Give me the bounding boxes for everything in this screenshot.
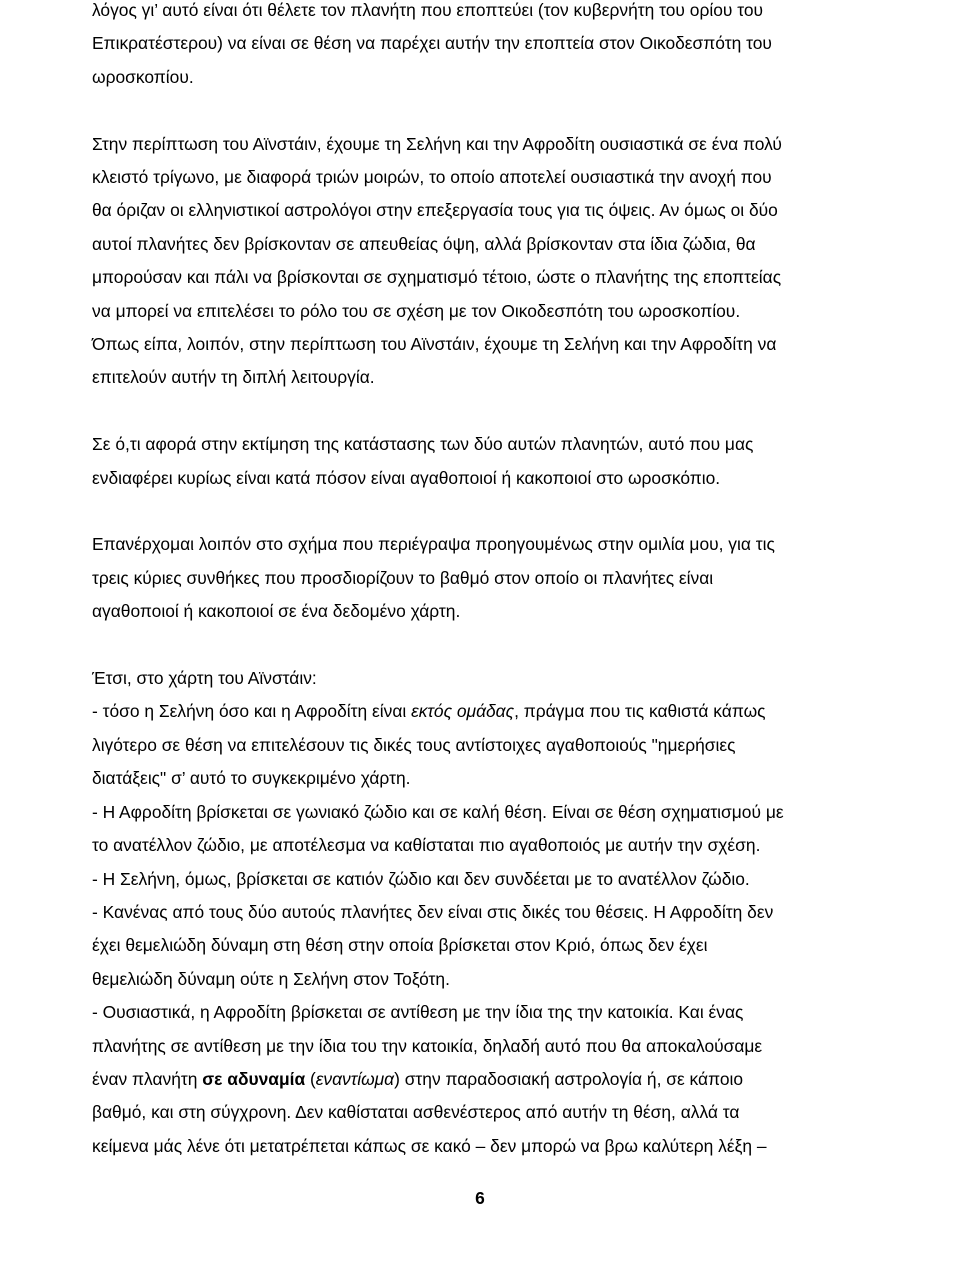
paragraph-gap	[92, 395, 882, 428]
text-line: - Η Αφροδίτη βρίσκεται σε γωνιακό ζώδιο και σε καλή θέση. Είναι σε θέση σχηματισμού με	[92, 801, 784, 822]
text-line: ωροσκοπίου.	[92, 66, 194, 87]
text-line: Στην περίπτωση του Αϊνστάιν, έχουμε τη Σελήνη και την Αφροδίτη ουσιαστικά σε ένα πολύ	[92, 133, 782, 154]
paragraph-5	[92, 662, 882, 1163]
italic-text: εκτός	[411, 701, 457, 722]
text-line: - Κανένας από τους δύο αυτούς πλανήτες δεν είναι στις δικές του θέσεις. Η Αφροδίτη δεν	[92, 901, 774, 922]
text-line: έχει θεμελιώδη δύναμη στη θέση στην οποία βρίσκεται στον Κριό, όπως δεν έχει	[92, 935, 708, 956]
paragraph-gap	[92, 629, 882, 662]
paragraph-3	[92, 428, 882, 495]
text-run: (	[305, 1068, 316, 1089]
bold-text: σε αδυναμία	[202, 1068, 306, 1089]
text-line: κείμενα μάς λένε ότι μετατρέπεται κάπως σε κακό – δεν μπορώ να βρω καλύτερη λέξη –	[92, 1135, 767, 1156]
text-run: - τόσο η Σελήνη όσο και η Αφροδίτη είναι	[92, 701, 412, 722]
text-line: μπορούσαν και πάλι να βρίσκονται σε σχηματισμό τέτοιο, ώστε ο πλανήτης της εποπτείας	[92, 267, 782, 288]
text-run: ) στην παραδοσιακή αστρολογία ή, σε κάποιο	[394, 1068, 744, 1089]
text-line	[92, 695, 882, 728]
text-line: - Η Σελήνη, όμως, βρίσκεται σε κατιόν ζώδιο και δεν συνδέεται με το ανατέλλον ζώδιο.	[92, 868, 750, 889]
text-line: τρεις κύριες συνθήκες που προσδιορίζουν το βαθμό στον οποίο οι πλανήτες είναι	[92, 567, 714, 588]
paragraph-4	[92, 528, 882, 628]
text-line: - Ουσιαστικά, η Αφροδίτη βρίσκεται σε αντίθεση με την ίδια της την κατοικία. Και ένας	[92, 1002, 744, 1023]
paragraph-gap	[92, 495, 882, 528]
text-line: θεμελιώδη δύναμη ούτε η Σελήνη στον Τοξότη.	[92, 968, 450, 989]
italic-text: εναντίωμα	[315, 1068, 395, 1089]
text-line: διατάξεις" σ’ αυτό το συγκεκριμένο χάρτη.	[92, 768, 411, 789]
text-line: Επικρατέστερου) να είναι σε θέση να παρέχει αυτήν την εποπτεία στον Οικοδεσπότη του	[92, 33, 772, 54]
text-line: Επανέρχομαι λοιπόν στο σχήμα που περιέγραψα προηγουμένως στην ομιλία μου, για τις	[92, 534, 775, 555]
text-run: έναν πλανήτη	[92, 1068, 203, 1089]
text-line: αγαθοποιοί ή κακοποιοί σε ένα δεδομένο χάρτη.	[92, 601, 461, 622]
paragraph-2	[92, 128, 882, 395]
document-page	[92, 0, 882, 1163]
page-number: 6	[475, 1188, 485, 1208]
text-line: θα όριζαν οι ελληνιστικοί αστρολόγοι στην επεξεργασία τους για τις όψεις. Αν όμως οι δύο	[92, 200, 778, 221]
text-line: κλειστό τρίγωνο, με διαφορά τριών μοιρών, το οποίο αποτελεί ουσιαστικά την ανοχή που	[92, 167, 772, 188]
italic-text: ομάδας	[456, 701, 515, 722]
text-line: Όπως είπα, λοιπόν, στην περίπτωση του Αϊνστάιν, έχουμε τη Σελήνη και την Αφροδίτη να	[92, 334, 777, 355]
text-line: να μπορεί να επιτελέσει το ρόλο του σε σχέση με τον Οικοδεσπότη του ωροσκοπίου.	[92, 300, 741, 321]
text-line: επιτελούν αυτήν τη διπλή λειτουργία.	[92, 367, 375, 388]
text-line: αυτοί πλανήτες δεν βρίσκονταν σε απευθείας όψη, αλλά βρίσκονταν στα ίδια ζώδια, θα	[92, 233, 756, 254]
text-line: πλανήτης σε αντίθεση με την ίδια του την κατοικία, δηλαδή αυτό που θα αποκαλούσαμε	[92, 1035, 763, 1056]
text-line: ενδιαφέρει κυρίως είναι κατά πόσον είναι αγαθοποιοί ή κακοποιοί στο ωροσκόπιο.	[92, 467, 721, 488]
text-line: βαθμό, και στη σύγχρονη. Δεν καθίσταται ασθενέστερος από αυτήν τη θέση, αλλά τα	[92, 1102, 740, 1123]
paragraph-1	[92, 0, 882, 94]
text-line: το ανατέλλον ζώδιο, με αποτέλεσμα να καθίσταται πιο αγαθοποιός με αυτήν την σχέση.	[92, 835, 761, 856]
text-line: Έτσι, στο χάρτη του Αϊνστάιν:	[92, 668, 317, 689]
text-run: , πράγμα που τις καθιστά κάπως	[514, 701, 766, 722]
text-line	[92, 1063, 882, 1096]
text-line: λιγότερο σε θέση να επιτελέσουν τις δικές τους αντίστοιχες αγαθοποιούς "ημερήσιες	[92, 734, 736, 755]
text-line: λόγος γι’ αυτό είναι ότι θέλετε τον πλανήτη που εποπτεύει (τον κυβερνήτη του ορίου του	[92, 0, 764, 20]
paragraph-gap	[92, 94, 882, 127]
text-line: Σε ό,τι αφορά στην εκτίμηση της κατάστασης των δύο αυτών πλανητών, αυτό που μας	[92, 434, 754, 455]
